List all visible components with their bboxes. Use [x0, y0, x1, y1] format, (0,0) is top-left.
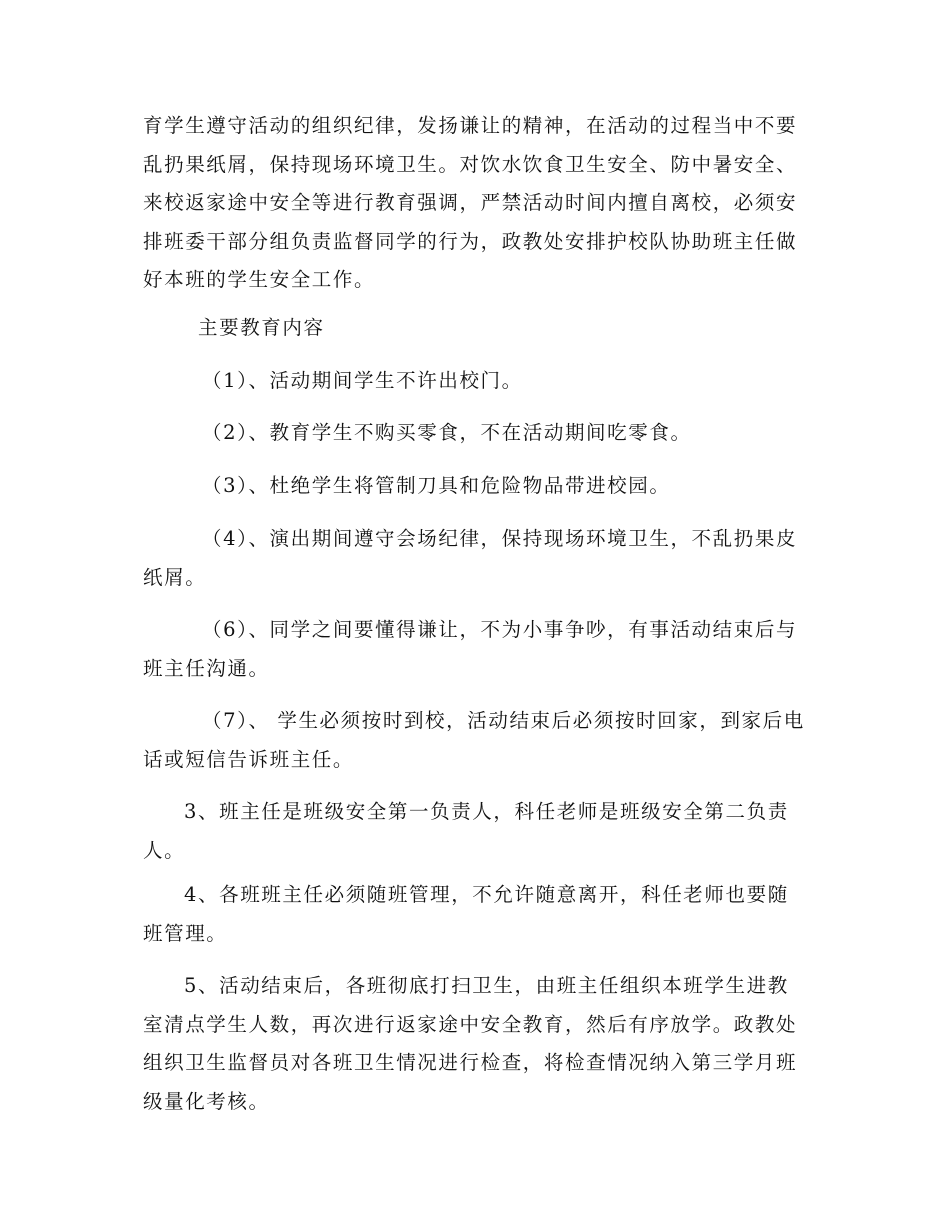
- paragraph-safety-education: 育学生遵守活动的组织纪律，发扬谦让的精神，在活动的过程当中不要乱扔果纸屑，保持现场环境卫生。对饮水饮食卫生安全、防中暑安全、来校返家途中安全等进行教育强调，严禁活动时间内擅自离校，必须安排班委干部分组负责监督同学的行为，政教处安排护校队协助班主任做好本班的学生安全工作。: [143, 114, 798, 292]
- list-item-3: （3）、杜绝学生将管制刀具和危险物品带进校园。: [202, 474, 671, 497]
- list-item-4: （4）、演出期间遵守会场纪律，保持现场环境卫生，不乱扔果皮纸屑。: [143, 527, 798, 589]
- list-item-7: （7）、 学生必须按时到校，活动结束后必须按时回家，到家后电话或短信告诉班主任。: [143, 709, 805, 771]
- list-item-6: （6）、同学之间要懂得谦让，不为小事争吵，有事活动结束后与班主任沟通。: [143, 618, 798, 680]
- paragraph-item-4: 4、各班班主任必须随班管理，不允许随意离开，科任老师也要随班管理。: [143, 883, 789, 945]
- list-item-2: （2）、教育学生不购买零食，不在活动期间吃零食。: [202, 421, 692, 444]
- paragraph-item-3: 3、班主任是班级安全第一负责人，科任老师是班级安全第二负责人。: [143, 800, 789, 862]
- heading-main-content: 主要教育内容: [198, 316, 325, 339]
- list-item-1: （1）、活动期间学生不许出校门。: [202, 369, 523, 392]
- paragraph-item-5: 5、活动结束后，各班彻底打扫卫生，由班主任组织本班学生进教室清点学生人数，再次进行返家途中安全教育，然后有序放学。政教处组织卫生监督员对各班卫生情况进行检查，将检查情况纳入第三学月班级量化考核。: [143, 974, 798, 1113]
